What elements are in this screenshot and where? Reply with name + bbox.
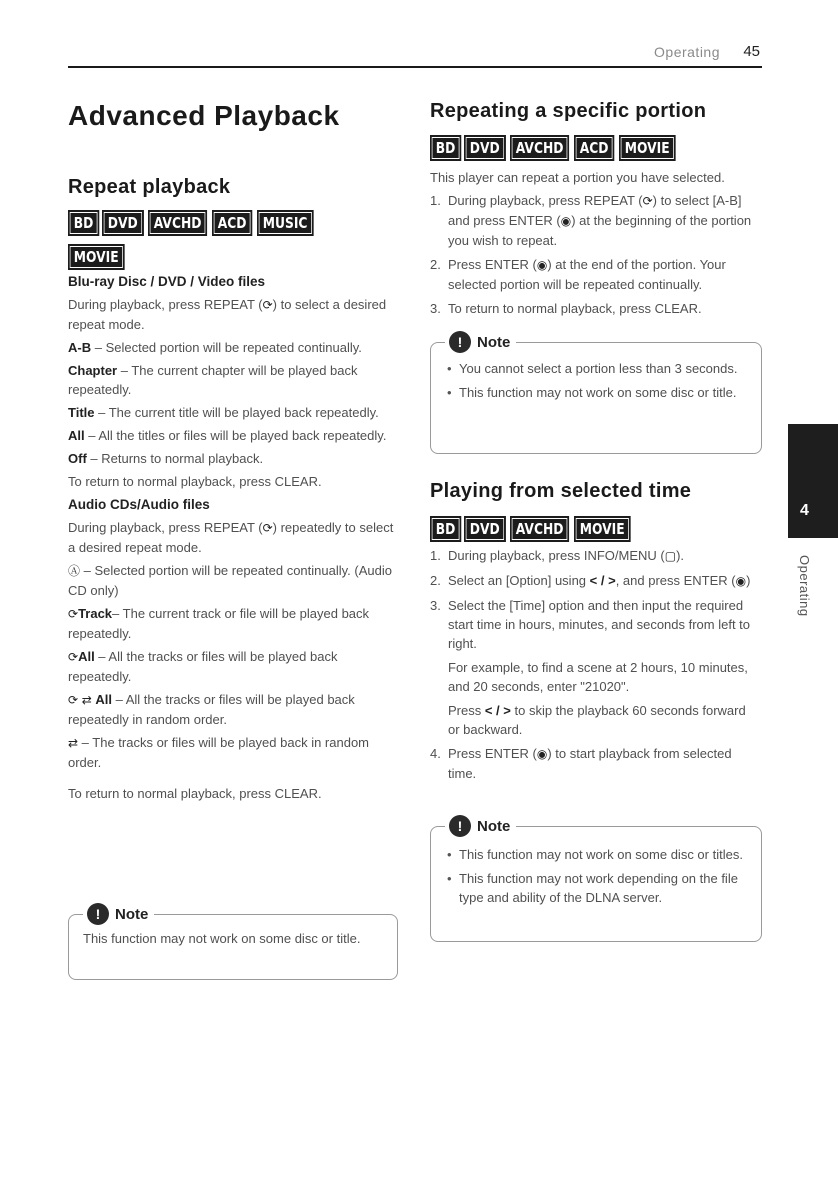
repeat-playback-body xyxy=(68,270,398,807)
bluray-intro: During playback, press REPEAT (⟳) to select a desired repeat mode. xyxy=(68,297,387,332)
time-step-3: 3. Select the [Time] option and then input the required start time in hours, minutes, and seconds from left to right. xyxy=(430,598,751,651)
page-number: 45 xyxy=(743,43,760,60)
time-step-3-example: For example, to find a scene at 2 hours, 10 minutes, and 20 seconds, enter "21020". xyxy=(448,660,748,694)
repeat-badge-bd: BD xyxy=(68,210,99,236)
enter-icon: ◉ xyxy=(536,747,548,761)
mode-title: Title – The current title will be played back repeatedly. xyxy=(68,405,379,420)
repeat-badges xyxy=(68,210,388,270)
enter-icon: ◉ xyxy=(560,214,572,228)
repeat-badge-avchd: AVCHD xyxy=(148,210,207,236)
time-badges xyxy=(430,516,770,542)
time-step-3-skip: Press < / > to skip the playback 60 seconds forward or backward. xyxy=(448,703,746,737)
repeat-icon: ⟳ xyxy=(642,194,653,208)
repeat-icon: ⟳ xyxy=(262,298,273,312)
portion-step-3: 3. To return to normal playback, press CLEAR. xyxy=(430,301,702,316)
ab-repeat-icon: Ⓐ xyxy=(68,564,81,578)
enter-icon: ◉ xyxy=(536,258,548,272)
clear-instruction-2: To return to normal playback, press CLEAR. xyxy=(68,786,322,801)
audio-heading: Audio CDs/Audio files xyxy=(68,497,210,512)
time-step-2: 2. Select an [Option] using < / >, and press ENTER (◉) xyxy=(430,573,751,588)
chapter-label: Operating xyxy=(797,555,812,617)
time-step-4: 4. Press ENTER (◉) to start playback from selected time. xyxy=(430,746,732,781)
repeat-badge-dvd: DVD xyxy=(102,210,143,236)
note-text: This function may not work on some disc or title. xyxy=(83,931,361,946)
repeat-badge-music: MUSIC xyxy=(257,210,313,236)
header-section-label: Operating xyxy=(654,44,720,60)
portion-intro: This player can repeat a portion you have selected. xyxy=(430,170,725,185)
shuffle-icon: ⇄ xyxy=(81,693,92,707)
repeat-badge-movie: MOVIE xyxy=(68,244,124,270)
repeat-playback-title: Repeat playback xyxy=(68,176,231,198)
repeat-icon: ⟳ xyxy=(262,521,273,535)
audio-mode-ab: Ⓐ – Selected portion will be repeated continually. (Audio CD only) xyxy=(68,563,392,598)
time-badge-movie: MOVIE xyxy=(574,516,630,542)
time-badge-bd: BD xyxy=(430,516,461,542)
time-note-item-2: • This function may not work depending on the file type and ability of the DLNA server. xyxy=(443,869,749,907)
portion-badge-avchd: AVCHD xyxy=(510,135,569,161)
info-menu-icon: ▢ xyxy=(664,549,677,563)
note-header: ! Note xyxy=(445,331,516,353)
portion-badge-dvd: DVD xyxy=(464,135,505,161)
chapter-number: 4 xyxy=(800,502,809,519)
clear-instruction-1: To return to normal playback, press CLEAR. xyxy=(68,474,322,489)
portion-step-1: 1. During playback, press REPEAT (⟳) to select [A-B] and press ENTER (◉) at the beginning of the portion you wish to repeat. xyxy=(430,193,752,248)
repeat-badge-acd: ACD xyxy=(212,210,252,236)
time-note-item-1: • This function may not work on some disc or titles. xyxy=(443,845,749,864)
header-rule xyxy=(68,66,762,68)
portion-note-item-1: • You cannot select a portion less than 3 seconds. xyxy=(443,359,749,378)
mode-off: Off – Returns to normal playback. xyxy=(68,451,264,466)
audio-mode-shuffle: ⇄ – The tracks or files will be played back in random order. xyxy=(68,735,370,770)
note-icon: ! xyxy=(449,331,471,353)
audio-mode-track: ⟳Track– The current track or file will be played back repeatedly. xyxy=(68,606,370,641)
time-body xyxy=(430,546,760,788)
repeat-portion-title: Repeating a specific portion xyxy=(430,100,707,122)
portion-badge-movie: MOVIE xyxy=(619,135,675,161)
audio-intro: During playback, press REPEAT (⟳) repeatedly to select a desired repeat mode. xyxy=(68,520,394,555)
time-step-1: 1. During playback, press INFO/MENU (▢). xyxy=(430,548,685,563)
time-badge-dvd: DVD xyxy=(464,516,505,542)
note-icon: ! xyxy=(449,815,471,837)
note-icon: ! xyxy=(87,903,109,925)
note-header: ! Note xyxy=(445,815,516,837)
mode-chapter: Chapter – The current chapter will be played back repeatedly. xyxy=(68,363,358,397)
portion-body xyxy=(430,168,760,323)
portion-badge-acd: ACD xyxy=(574,135,614,161)
portion-badges xyxy=(430,135,770,161)
repeat-one-icon: ⟳ xyxy=(68,607,79,621)
note-header: ! Note xyxy=(83,903,154,925)
mode-ab: A-B – Selected portion will be repeated continually. xyxy=(68,340,362,355)
audio-mode-all: ⟳All – All the tracks or files will be played back repeatedly. xyxy=(68,649,338,684)
bluray-heading: Blu-ray Disc / DVD / Video files xyxy=(68,274,266,289)
enter-icon: ◉ xyxy=(735,574,747,588)
audio-mode-all-random: ⟳ ⇄ All – All the tracks or files will be played back repeatedly in random order. xyxy=(68,692,355,727)
mode-all: All – All the titles or files will be played back repeatedly. xyxy=(68,428,387,443)
selected-time-title: Playing from selected time xyxy=(430,480,692,502)
note-box-repeat xyxy=(68,905,398,980)
repeat-all-icon: ⟳ xyxy=(68,693,79,707)
portion-step-2: 2. Press ENTER (◉) at the end of the portion. Your selected portion will be repeated continually. xyxy=(430,257,726,292)
shuffle-icon: ⇄ xyxy=(68,736,79,750)
note-box-time xyxy=(430,817,762,942)
repeat-all-icon: ⟳ xyxy=(68,650,79,664)
note-box-portion xyxy=(430,333,762,454)
portion-note-item-2: • This function may not work on some disc or title. xyxy=(443,383,749,402)
portion-badge-bd: BD xyxy=(430,135,461,161)
chapter-tab xyxy=(788,424,838,538)
time-badge-avchd: AVCHD xyxy=(510,516,569,542)
main-title: Advanced Playback xyxy=(68,100,340,131)
